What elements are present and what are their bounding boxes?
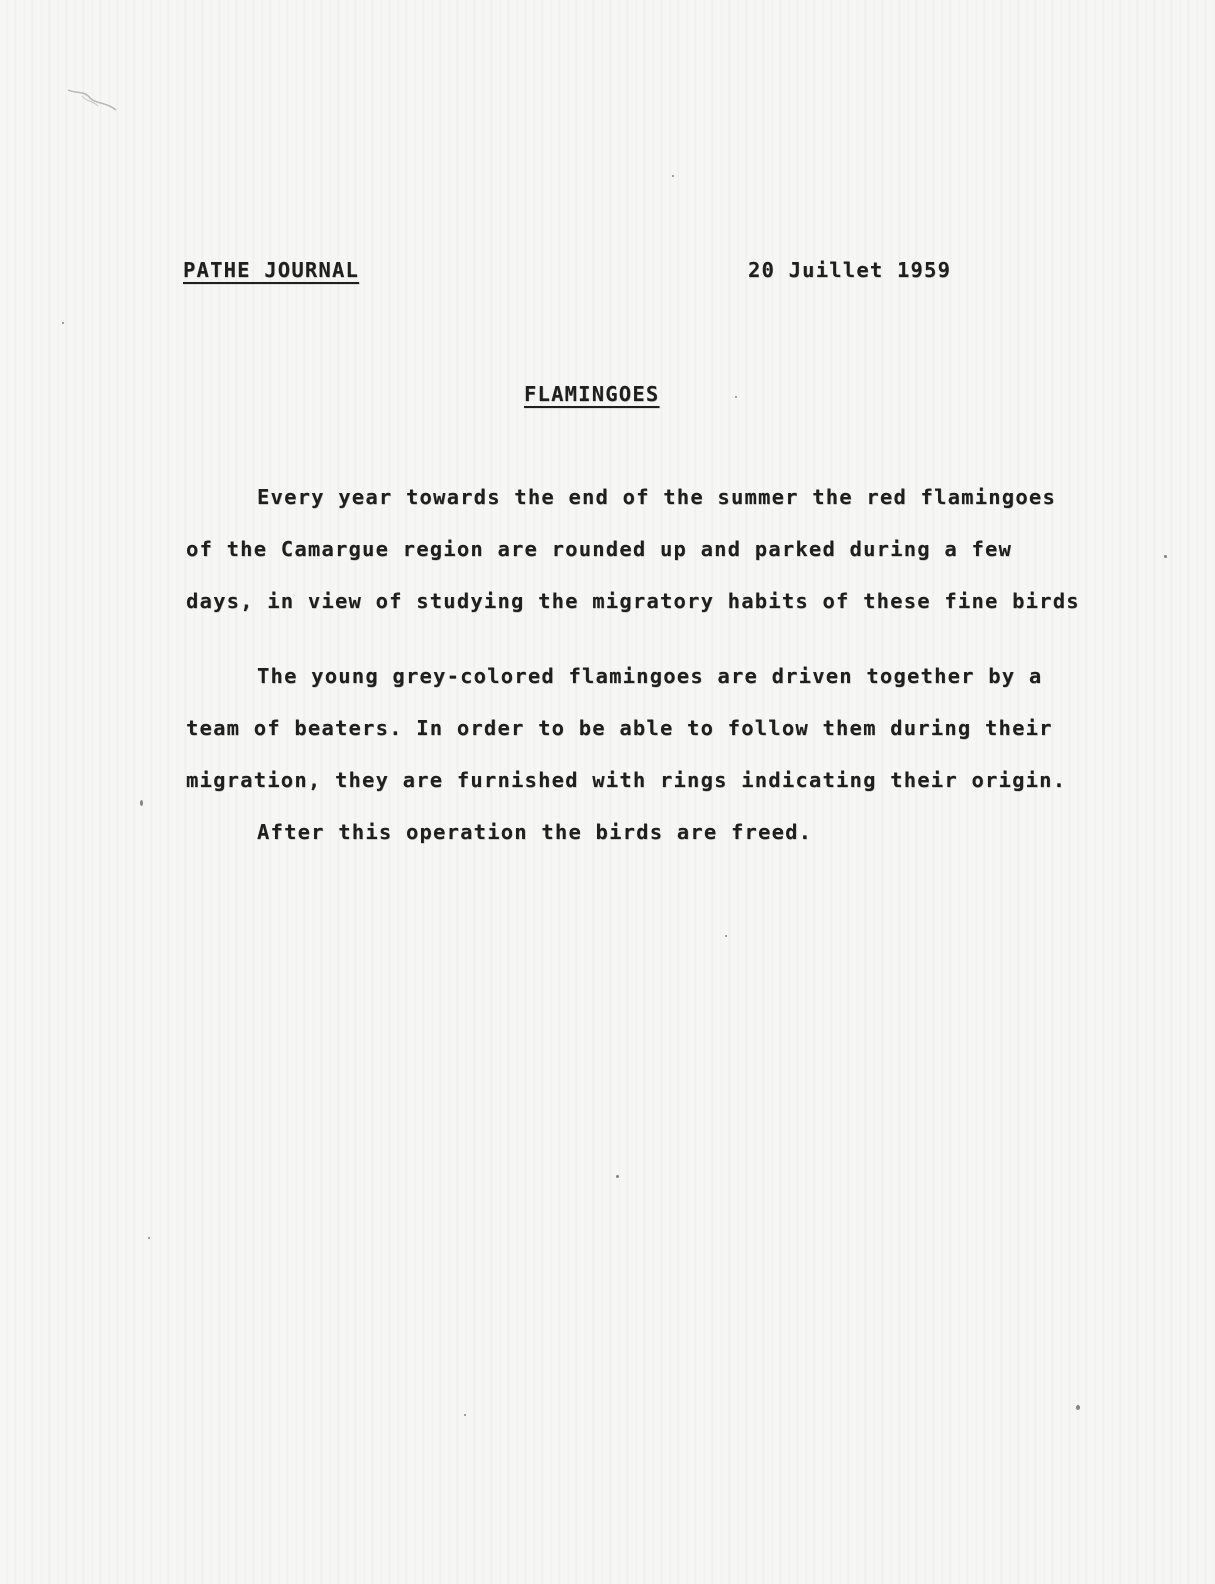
paper-speck: [140, 800, 143, 806]
publication-name: PATHE JOURNAL: [183, 258, 360, 282]
paragraph-2-line-1: The young grey-colored flamingoes are driven together by a: [257, 664, 1043, 688]
paper-speck: [464, 1414, 466, 1416]
paper-speck: [725, 935, 727, 937]
paragraph-1-line-2: of the Camargue region are rounded up and parked during a few: [186, 537, 1013, 561]
document-title: FLAMINGOES: [524, 382, 660, 406]
document-date: 20 Juillet 1959: [748, 258, 952, 282]
paper-speck: [148, 1237, 150, 1239]
paper-speck: [616, 1175, 619, 1178]
paragraph-2-line-3: migration, they are furnished with rings indicating their origin.: [186, 768, 1067, 792]
paper-speck: [672, 175, 674, 177]
paper-speck: [1076, 1405, 1080, 1410]
paragraph-1-line-3: days, in view of studying the migratory habits of these fine birds: [186, 589, 1080, 613]
paper-speck: [1164, 555, 1167, 558]
paragraph-2-line-2: team of beaters. In order to be able to follow them during their: [186, 716, 1053, 740]
paragraph-2-line-4: After this operation the birds are freed.: [257, 820, 813, 844]
paper-speck: [735, 396, 737, 398]
staple-mark-icon: [62, 80, 122, 120]
paper-speck: [62, 322, 64, 324]
paragraph-1-line-1: Every year towards the end of the summer the red flamingoes: [257, 485, 1056, 509]
